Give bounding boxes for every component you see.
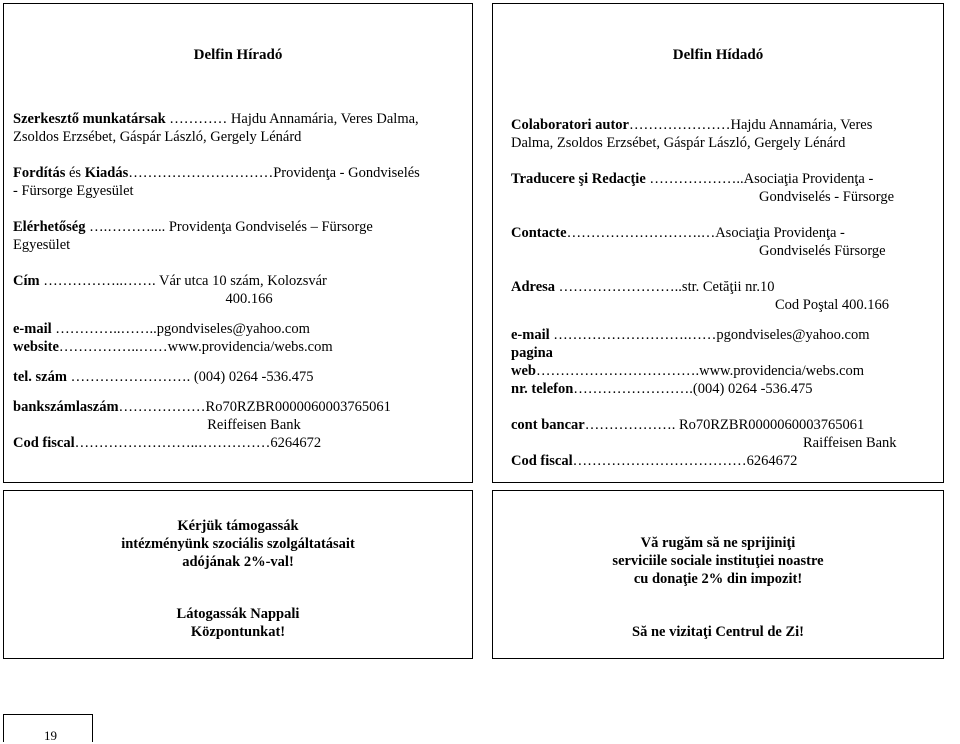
ro-contact-value-2: Gondviselés Fürsorge: [759, 243, 886, 259]
hu-phone-row: tel. szám ……………………. (004) 0264 -536.475: [13, 369, 314, 385]
hu-visit-invite: Látogassák Nappali Központunkat!: [176, 606, 300, 640]
ro-visit-invite: Să ne vizitaţi Centrul de Zi!: [632, 624, 804, 640]
newsletter-title-hu: Delfin Híradó: [193, 47, 283, 63]
page-number-box: [3, 714, 93, 742]
ro-collab-row: Colaboratori autor…………………Hajdu Annamária, Veres Dalma, Zsoldos Erzsébet, Gáspár László, Gergely Lénárd: [511, 117, 873, 151]
ro-email-value: pgondviseles@yahoo.com: [716, 327, 870, 343]
ro-web-row: web…………………………….www.providencia/webs.com: [511, 363, 865, 379]
ro-postal-code: Cod Poştal 400.166: [775, 297, 889, 313]
ro-bank-row: cont bancar………………. Ro70RZBR0000060003765061: [511, 417, 865, 433]
ro-translation-value-2: Gondviselés - Fürsorge: [759, 189, 895, 205]
ro-web-value: www.providencia/webs.com: [699, 363, 865, 379]
hu-website-row: website……………..……www.providencia/webs.com: [13, 339, 333, 355]
hu-postal-code: 400.166: [225, 291, 273, 307]
hu-website-value: www.providencia/webs.com: [167, 339, 333, 355]
hu-address-row: Cím ……………..……. Vár utca 10 szám, Kolozsvár: [13, 273, 327, 289]
hungarian-info-panel: [3, 3, 473, 483]
ro-web-label-1: pagina: [511, 345, 553, 361]
ro-contact-row: Contacte……………………….…Asociaţia Providenţa -: [511, 225, 845, 241]
ro-bank-name: Raiffeisen Bank: [803, 435, 897, 451]
hu-fiscal-row: Cod fiscal……………………..……………6264672: [13, 435, 322, 451]
ro-email-row: e-mail ……………………….……pgondviseles@yahoo.com: [511, 327, 870, 343]
ro-address-row: Adresa ……………………..str. Cetăţii nr.10: [511, 279, 775, 295]
hu-bank-row: bankszámlaszám………………Ro70RZBR0000060003765061: [13, 399, 391, 415]
hu-contact-details: [13, 110, 425, 452]
ro-donation-appeal: Vă rugăm să ne sprijiniţi serviciile sociale instituţiei noastre cu donaţie 2% din impozit!: [612, 535, 824, 587]
hu-bank-name: Reiffeisen Bank: [207, 417, 301, 433]
hu-translation-row: Fordítás és Kiadás…………………………Providenţa - Gondviselés - Fürsorge Egyesület: [13, 165, 420, 199]
hu-email-row: e-mail …………..……..pgondviseles@yahoo.com: [13, 321, 310, 337]
page-number: 19: [44, 728, 57, 743]
hu-email-value: pgondviseles@yahoo.com: [156, 321, 310, 337]
ro-fiscal-row: Cod fiscal………………………………6264672: [511, 453, 798, 469]
romanian-appeal-panel: [492, 490, 944, 659]
hu-editors-row: Szerkesztő munkatársak ………… Hajdu Annamária, Veres Dalma, Zsoldos Erzsébet, Gáspár László, Gergely Lénárd: [13, 111, 419, 145]
hungarian-appeal-panel: [3, 490, 473, 659]
ro-phone-row: nr. telefon…………………….(004) 0264 -536.475: [511, 381, 813, 397]
hu-donation-appeal: Kérjük támogassák intézményünk szociális szolgáltatásait adójának 2%-val!: [121, 518, 355, 570]
hu-contact-row: Elérhetőség ….……….... Providenţa Gondviselés – Fürsorge Egyesület: [13, 219, 373, 253]
ro-contact-details: [511, 116, 911, 470]
newsletter-title-ro: Delfin Hídadó: [672, 47, 764, 63]
ro-translation-row: Traducere şi Redacţie ………………..Asociaţia Providenţa -: [511, 171, 874, 187]
romanian-info-panel: [492, 3, 944, 483]
